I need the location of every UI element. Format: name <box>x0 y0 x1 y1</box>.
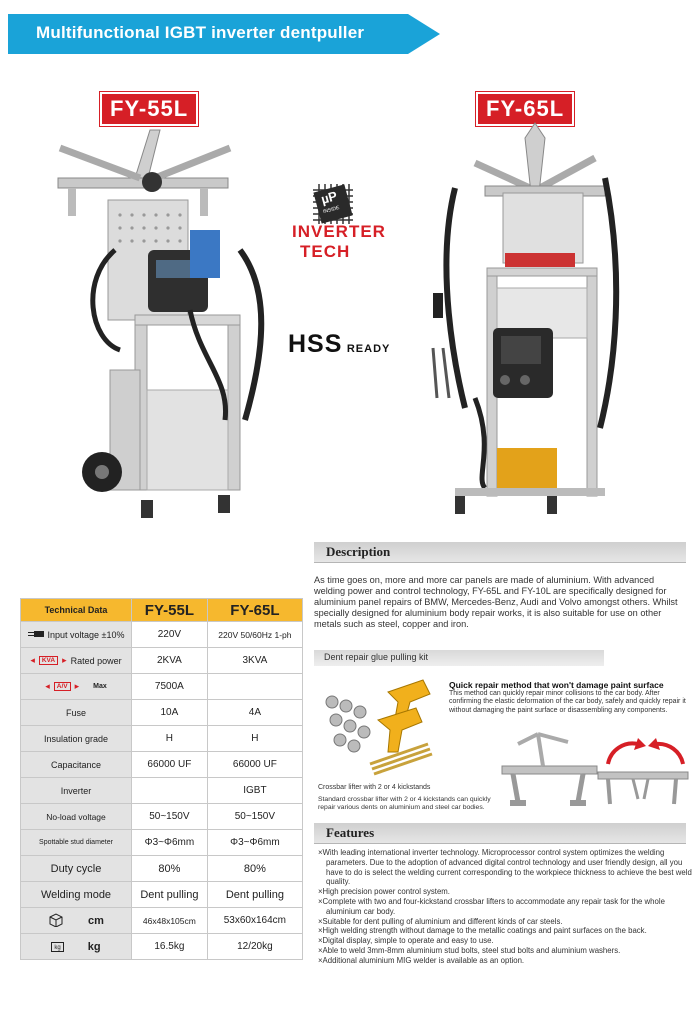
table-cell: 46x48x105cm <box>132 908 208 934</box>
table-header-row <box>21 599 303 622</box>
crossbar-caption: Crossbar lifter with 2 or 4 kickstands <box>318 784 431 791</box>
table-row <box>21 882 303 908</box>
table-cell: 7500A <box>132 674 208 700</box>
table-cell: 66000 UF <box>132 752 208 778</box>
description-header <box>314 542 686 563</box>
table-row <box>21 622 303 648</box>
table-label: Max <box>93 683 107 690</box>
table-row <box>21 700 303 726</box>
table-row <box>21 752 303 778</box>
table-cell: 2KVA <box>132 648 208 674</box>
microprocessor-chip-icon <box>309 180 357 228</box>
table-cell <box>132 778 208 804</box>
table-cell: IGBT <box>207 778 302 804</box>
feature-item: ×Digital display, simple to operate and easy to use. <box>318 936 494 946</box>
table-label: kg <box>87 940 101 953</box>
table-cell: 50~150V <box>207 804 302 830</box>
feature-item: ×Additional aluminium MIG welder is available as an option. <box>318 955 525 965</box>
arrow-right-icon: ▸ <box>62 655 67 665</box>
arrow-left-icon: ◂ <box>30 655 35 665</box>
crossbar-lifter-image <box>498 724 693 834</box>
table-row <box>21 674 303 700</box>
table-label: Welding mode <box>21 882 132 908</box>
title-banner <box>8 14 440 54</box>
kva-icon: KVA <box>39 656 58 665</box>
description-text: As time goes on, more and more car panels are made of aluminium. With advanced welding power and control technology, FY-65L and FY-10L are specifically designed for aluminium panel repairs of BMW, Mercedes-Benz, Audi and Volvo amongst others. Whilst specially designed for aluminium body repair works, it is also suitable for use on other metals such as steel, copper and iron. <box>314 575 678 629</box>
table-row <box>21 778 303 804</box>
table-cell: 80% <box>132 856 208 882</box>
table-cell: 50~150V <box>132 804 208 830</box>
table-label: Duty cycle <box>21 856 132 882</box>
table-row <box>21 648 303 674</box>
table-label: Inverter <box>21 778 132 804</box>
table-cell: 220V 50/60Hz 1-ph <box>207 622 302 648</box>
quick-repair-title: Quick repair method that won't damage paint surface <box>449 680 664 690</box>
feature-item: ×Complete with two and four-kickstand crossbar lifters to accommodate any repair task for the whole aluminium car body. <box>318 896 665 916</box>
inverter-tech-logo <box>292 222 386 262</box>
feature-item: ×With leading international inverter technology. Microprocessor control system optimizes the welding parameters. Due to the adoption of advanced digital control technology and user friendly design, all you have to do is select the welding current corresponding to the workpiece thickness to achieve the best weld quality. <box>318 848 692 887</box>
machine-fy55l-image <box>40 120 280 530</box>
feature-item: ×Able to weld 3mm-8mm aluminium stud bolts, steel stud bolts and aluminium washers. <box>318 945 621 955</box>
feature-item: ×Suitable for dent pulling of aluminium and different kinds of car steels. <box>318 916 563 926</box>
model-label-right: FY-65L <box>476 92 574 126</box>
banner-title: Multifunctional IGBT inverter dentpuller <box>36 23 365 42</box>
table-label: cm <box>88 914 104 927</box>
table-cell: 12/20kg <box>207 934 302 960</box>
hss-text: HSS <box>288 330 343 358</box>
table-cell: Φ3~Φ6mm <box>207 830 302 856</box>
inverter-line2: TECH <box>300 242 351 261</box>
table-cell: Φ3~Φ6mm <box>132 830 208 856</box>
technical-data-table <box>20 598 303 960</box>
weight-icon: kg <box>51 942 63 952</box>
chip-text: µP <box>319 188 339 207</box>
feature-item: ×High precision power control system. <box>318 887 450 897</box>
table-cell: 16.5kg <box>132 934 208 960</box>
table-row <box>21 726 303 752</box>
table-cell: 80% <box>207 856 302 882</box>
table-cell: 10A <box>132 700 208 726</box>
chip-subtext: INSIDE <box>322 204 341 216</box>
table-cell: H <box>207 726 302 752</box>
kit-title: Dent repair glue pulling kit <box>324 652 429 662</box>
features-title: Features <box>326 825 375 840</box>
table-label: Capacitance <box>21 752 132 778</box>
table-row <box>21 856 303 882</box>
table-row <box>21 830 303 856</box>
quick-repair-text: This method can quickly repair minor collisions to the car body. After confirming the elastic deformation of the car body, safely and quickly repair it without damaging the paint surface or disassembling any components. <box>449 690 686 714</box>
features-list <box>318 848 692 966</box>
ready-text: READY <box>346 343 391 355</box>
table-cell: 4A <box>207 700 302 726</box>
arrow-right-icon: ▸ <box>74 681 80 691</box>
hss-ready-logo <box>288 330 390 359</box>
plug-icon <box>28 630 44 640</box>
table-cell: H <box>132 726 208 752</box>
box-icon <box>48 913 64 929</box>
feature-item: ×High welding strength without damage to the metallic coatings and paint surfaces on the back. <box>318 926 647 936</box>
table-cell: Dent pulling <box>132 882 208 908</box>
table-label: Rated power <box>70 655 122 666</box>
table-cell: 220V <box>132 622 208 648</box>
model-label-left: FY-55L <box>100 92 198 126</box>
table-label: Input voltage ±10% <box>47 629 125 640</box>
table-label: Spottable stud diameter <box>21 830 132 856</box>
av-icon: A/V <box>54 682 71 691</box>
table-label: Insulation grade <box>21 726 132 752</box>
table-row <box>21 804 303 830</box>
table-header-cell: FY-65L <box>207 599 302 622</box>
inverter-line1: INVERTER <box>292 222 386 241</box>
table-cell: 53x60x164cm <box>207 908 302 934</box>
table-cell: 3KVA <box>207 648 302 674</box>
kit-header <box>314 650 604 666</box>
glue-kit-image <box>318 672 446 784</box>
table-cell: 66000 UF <box>207 752 302 778</box>
table-header-cell: FY-55L <box>132 599 208 622</box>
description-title: Description <box>326 544 391 559</box>
table-row <box>21 908 303 934</box>
table-label: Fuse <box>21 700 132 726</box>
table-cell <box>207 674 302 700</box>
table-cell: Dent pulling <box>207 882 302 908</box>
table-label: No-load voltage <box>21 804 132 830</box>
arrow-left-icon: ◂ <box>45 681 50 691</box>
features-header <box>314 823 686 844</box>
crossbar-description: Standard crossbar lifter with 2 or 4 kickstands can quickly repair various dents on aluminium and steel car bodies. <box>318 796 491 811</box>
table-row <box>21 934 303 960</box>
table-header-cell: Technical Data <box>21 599 132 622</box>
machine-fy65l-image <box>415 118 645 528</box>
